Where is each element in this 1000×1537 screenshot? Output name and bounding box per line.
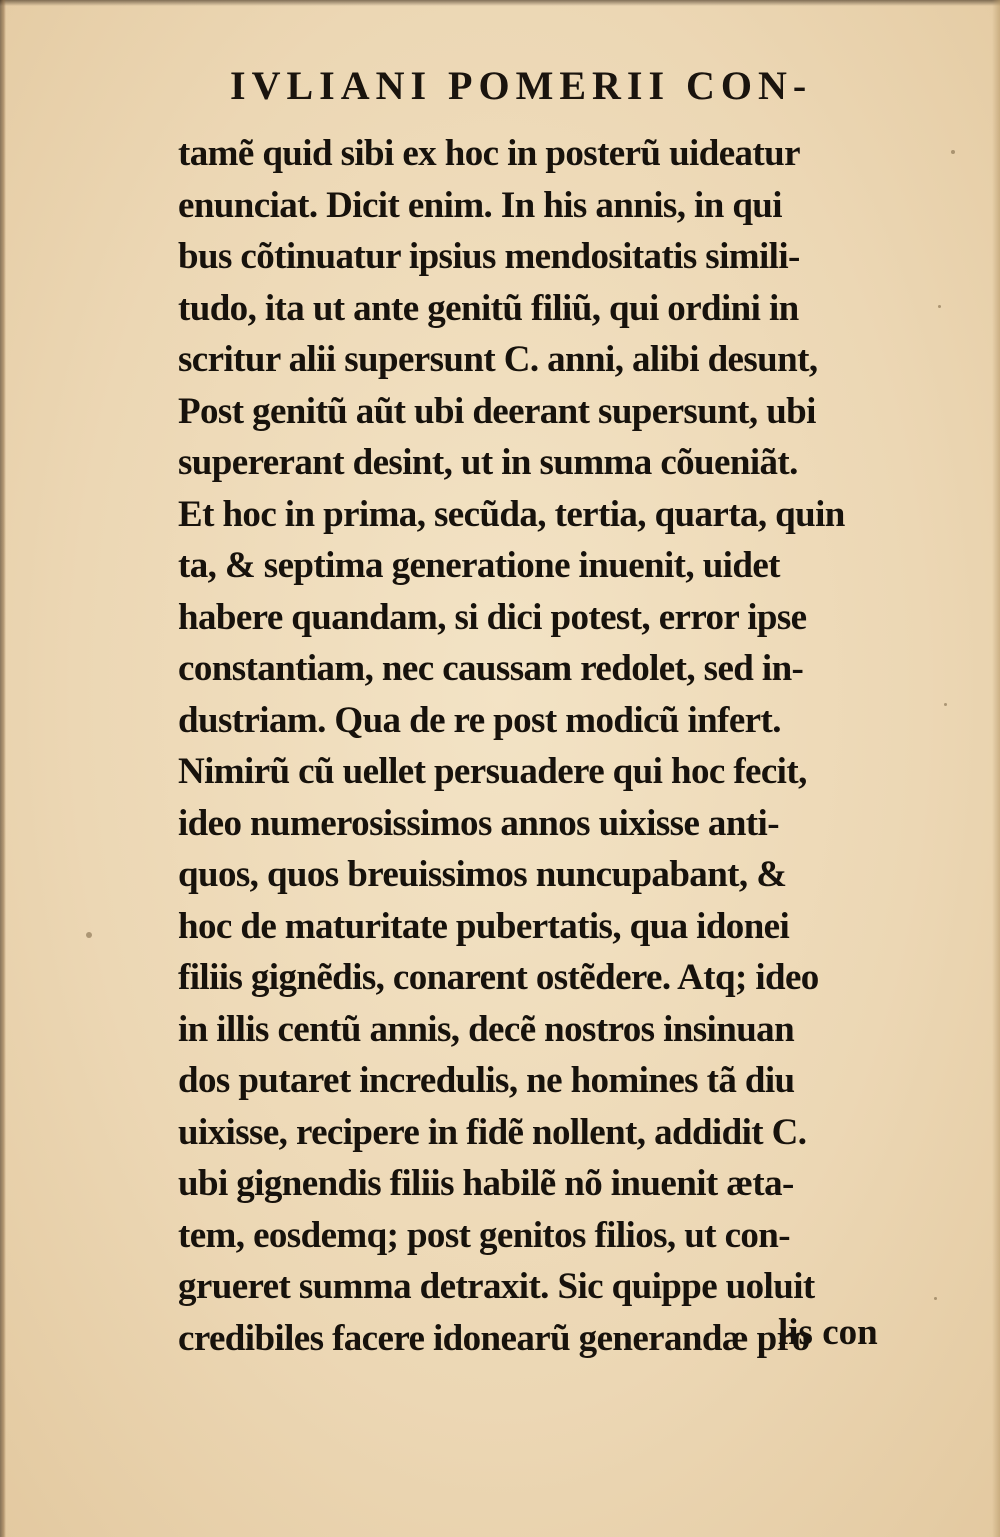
text-line: ta, & septima generatione inuenit, uidet — [178, 545, 780, 586]
text-line: tudo, ita ut ante genitũ filiũ, qui ordini in — [178, 287, 799, 329]
text-line: hoc de maturitate pubertatis, qua idonei — [178, 905, 790, 947]
text-line: ubi gignendis filiis habilẽ nõ inuenit æta- — [178, 1163, 794, 1204]
text-line: tem, eosdemq; post genitos filios, ut con- — [178, 1214, 790, 1256]
text-line: dos putaret incredulis, ne homines tã diu — [178, 1060, 795, 1101]
text-line: supererant desint, ut in summa cõueniãt. — [178, 442, 798, 483]
page-edge-left — [0, 0, 6, 1537]
text-line: quos, quos breuissimos nuncupabant, & — [178, 854, 787, 895]
text-line: in illis centũ annis, decẽ nostros insinuan — [178, 1008, 795, 1050]
text-line: constantiam, nec caussam redolet, sed in- — [178, 648, 804, 689]
paper-speck — [86, 932, 92, 938]
body-text — [178, 128, 938, 1364]
paper-speck — [934, 1297, 937, 1300]
text-line: filiis gignẽdis, conarent ostẽdere. Atq; ideo — [178, 957, 819, 998]
page-edge-right — [992, 0, 1000, 1537]
text-line: Post genitũ aũt ubi deerant supersunt, ubi — [178, 390, 816, 432]
text-line: dustriam. Qua de re post modicũ infert. — [178, 699, 781, 741]
text-line: enunciat. Dicit enim. In his annis, in qui — [178, 184, 782, 226]
text-line: Et hoc in prima, secũda, tertia, quarta, quin — [178, 493, 845, 535]
catchword: lis con — [778, 1312, 878, 1353]
text-line: ideo numerosissimos annos uixisse anti- — [178, 802, 779, 844]
text-line: habere quandam, si dici potest, error ipse — [178, 596, 807, 638]
text-line: scritur alii supersunt C. anni, alibi desunt, — [178, 339, 818, 380]
text-line: bus cõtinuatur ipsius mendositatis simili- — [178, 236, 800, 277]
text-line: credibiles facere idonearũ generandæ pro — [178, 1317, 810, 1359]
running-head: IVLIANI POMERII CON- — [230, 63, 813, 108]
paper-speck — [951, 150, 955, 154]
page-edge-top — [0, 0, 1000, 6]
paper-speck — [938, 305, 941, 308]
text-line: uixisse, recipere in fidẽ nollent, addidit C. — [178, 1111, 807, 1153]
text-line: Nimirũ cũ uellet persuadere qui hoc fecit, — [178, 751, 807, 792]
paper-speck — [944, 703, 947, 706]
text-line: tamẽ quid sibi ex hoc in posterũ uideatur — [178, 133, 800, 174]
text-line: grueret summa detraxit. Sic quippe uoluit — [178, 1266, 815, 1307]
